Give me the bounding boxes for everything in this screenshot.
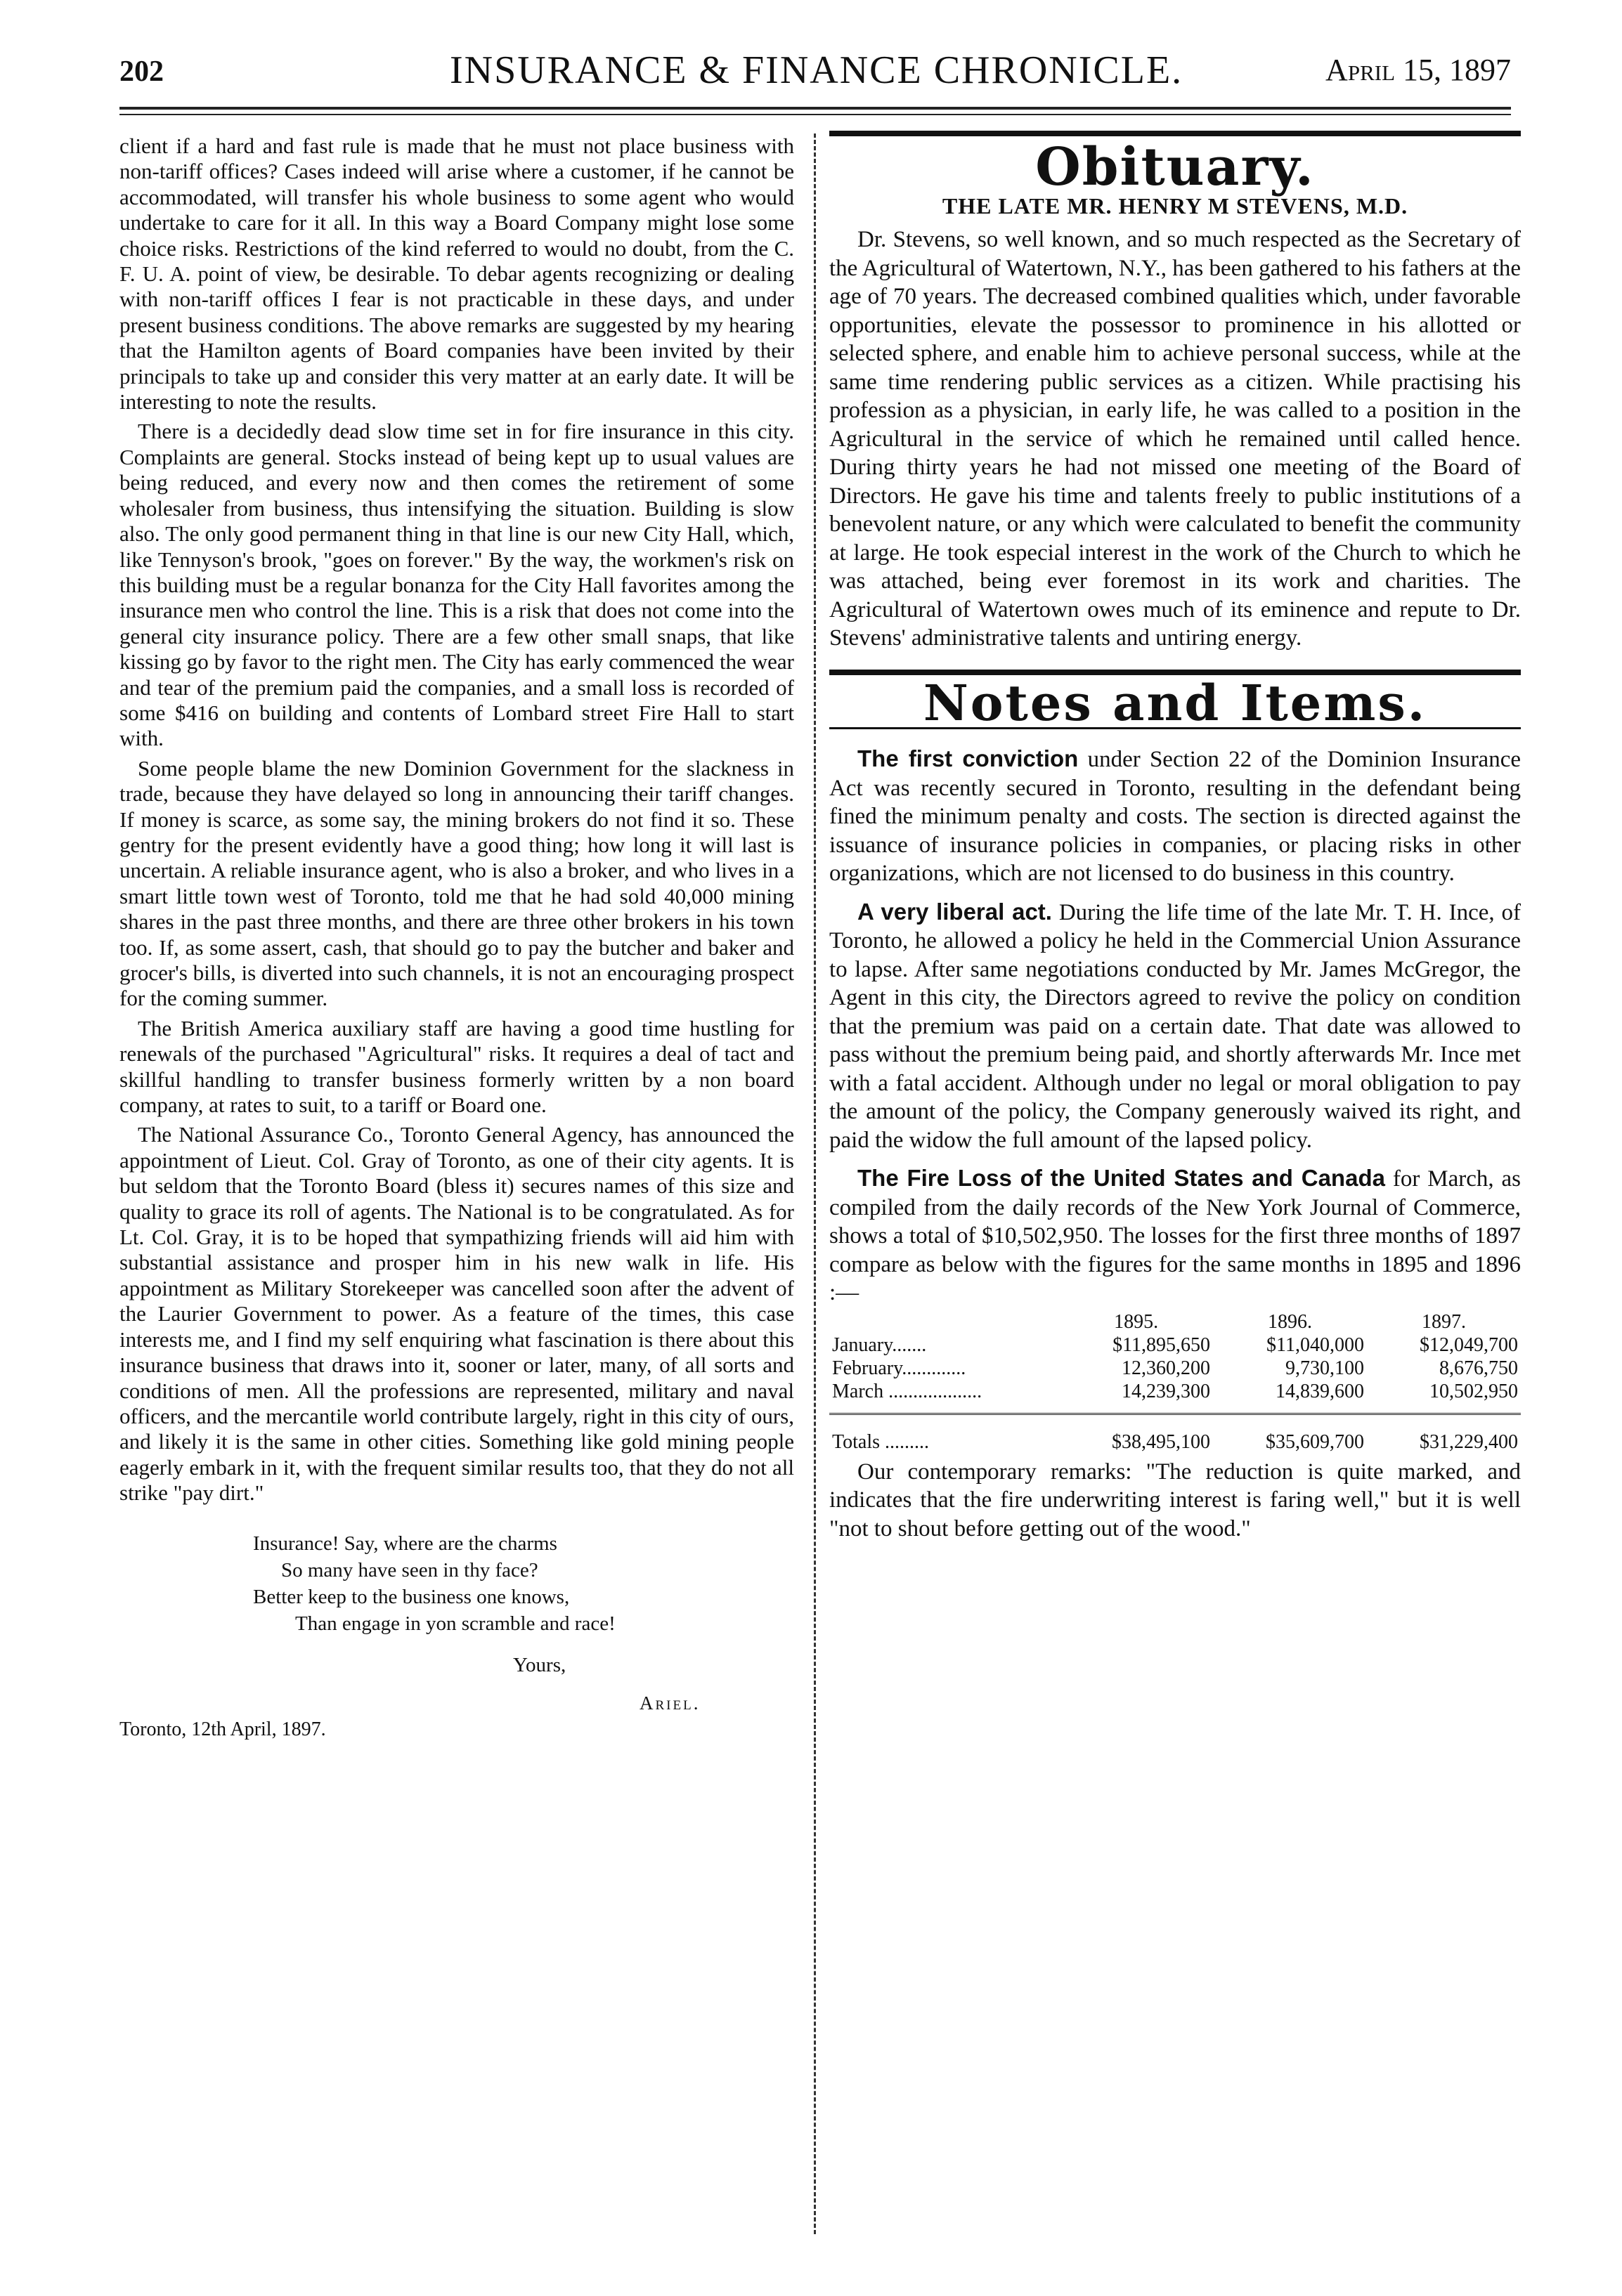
note-body: for March, as compiled from the daily records of the New York Journal of Commerce, shows a total of $10,502,950. The losses for the first three months of 1897 compare as below with the figures for the same months in 1895 and 1896 :— <box>829 1166 1522 1305</box>
table-cell: $35,609,700 <box>1213 1414 1367 1454</box>
note-lead: The Fire Loss of the United States and Canada <box>857 1165 1385 1191</box>
table-cell: $11,040,000 <box>1266 1333 1365 1356</box>
table-totals-row <box>829 1414 1521 1454</box>
left-paragraph: Some people blame the new Dominion Government for the slackness in trade, because they have delayed so long in announcing their tariff changes. If money is scarce, as some say, the mining brokers do not find it so. These gentry for the present evidently have a good thing; how long it will last is uncertain. A reliable insurance agent, who is also a broker, and who lives in a smart little town west of Toronto, told me that he had sold 40,000 mining shares in the past three months, and there are three other brokers in his town too. If, as some assert, cash, that should go to pay the butcher and baker and grocer's bills, is diverted into such channels, it is not an encouraging prospect for the coming summer. <box>119 755 794 1011</box>
left-paragraph: The National Assurance Co., Toronto General Agency, has announced the appointment of Lieut. Col. Gray of Toronto, as one of their city agents. It is but seldom that the Toronto Board (bless it) secures names of this size and quality to grace its roll of agents. The National is to be congratulated. As for Lt. Col. Gray, it is to be hoped that sympathizing friends will aid him with substantial assistance and prosper him in his new walk in life. His appointment as Military Storekeeper was cancelled soon after the advent of the Laurier Government to power. As a feature of the times, this case interests me, and I find my self enquiring what fascination is there about this insurance business that draws into it, sooner or later, many, of all sorts and conditions of men. All the professions are represented, military and naval officers, and the mercantile world contribute largely, right in this city of ours, and likely it is the same in other cities. Something like gold mining people eagerly embark in it, with the frequent similar results too, that they do not all strike "pay dirt." <box>119 1122 794 1506</box>
fire-loss-closing: Our contemporary remarks: "The reduction is quite marked, and indicates that the fire underwriting interest is faring well," but it is well "not to shout before getting out of the wood." <box>829 1459 1521 1541</box>
table-cell: $12,049,700 <box>1420 1333 1518 1356</box>
table-cell: 8,676,750 <box>1439 1357 1518 1379</box>
note-item <box>829 898 1521 1155</box>
table-cell-month: February............. <box>832 1357 966 1379</box>
table-cell: $11,895,650 <box>1112 1333 1211 1356</box>
left-column <box>119 133 794 1743</box>
page-header <box>119 48 1511 98</box>
left-paragraph: The British America auxiliary staff are having a good time hustling for renewals of the purchased "Agricultural" risks. It requires a deal of tact and skillful handling to transfer business formerly written by a non board company, at rates to suit, to a tariff or Board one. <box>119 1015 794 1118</box>
note-body: under Section 22 of the Dominion Insurance Act was recently secured in Toronto, resulting in the defendant being fined the minimum penalty and costs. The section is directed against the issuance of insurance policies in companies, or placing risks in other organizations, which are not licensed to do business in this country. <box>829 747 1521 886</box>
table-cell-month: January....... <box>832 1333 927 1356</box>
table-row <box>829 1333 1521 1357</box>
table-cell: 14,239,300 <box>1122 1380 1211 1402</box>
left-paragraph: client if a hard and fast rule is made that he must not place business with non-tariff offices? Cases indeed will arise where a customer, if he cannot be accommodated, will transfer his whole business to some agent who would undertake to care for it all. In this way a Board Company might lose some choice risks. Restrictions of the kind referred to would no doubt, from the C. F. U. A. point of view, be desirable. To debar agents recognizing or dealing with non-tariff offices I fear is not practicable in these days, and under present business conditions. The above remarks are suggested by my hearing that the Hamilton agents of Board companies have been invited by their principals to take up and consider this very matter at an early date. It will be interesting to note the results. <box>119 133 794 415</box>
table-cell: 10,502,950 <box>1429 1380 1518 1402</box>
table-cell-totals-label: Totals ......... <box>829 1414 1059 1454</box>
table-row <box>829 1357 1521 1380</box>
letter-signature: Ariel. <box>640 1692 701 1714</box>
obituary-subheading: THE LATE MR. HENRY M STEVENS, M.D. <box>942 193 1408 218</box>
table-cell: 12,360,200 <box>1122 1357 1211 1379</box>
table-cell: 9,730,100 <box>1285 1357 1365 1379</box>
verse-line: Insurance! Say, where are the charms <box>253 1532 557 1555</box>
notes-heading: Notes and Items. <box>923 673 1427 732</box>
table-header-cell <box>829 1310 1059 1333</box>
table-header-row <box>829 1310 1521 1333</box>
note-lead: The first conviction <box>857 745 1079 771</box>
table-cell: $38,495,100 <box>1059 1414 1213 1454</box>
note-item <box>829 745 1521 888</box>
obituary-heading: Obituary. <box>1035 137 1315 197</box>
table-spacer <box>829 1403 1521 1414</box>
table-cell: 14,839,600 <box>1276 1380 1365 1402</box>
table-row <box>829 1380 1521 1403</box>
verse-line: Better keep to the business one knows, <box>253 1585 570 1608</box>
table-header-cell: 1897. <box>1422 1310 1466 1333</box>
note-lead: A very liberal act. <box>857 898 1052 925</box>
letter-place-date: Toronto, 12th April, 1897. <box>119 1718 326 1741</box>
obituary-body: Dr. Stevens, so well known, and so much respected as the Secretary of the Agricultural of Watertown, N.Y., has been gathered to his fathers at the age of 70 years. The decreased combined qualities which, under favorable opportunities, elevate the possessor to prominence in his allotted or selected sphere, and enable him to achieve personal success, while at the same time rendering public services as a citizen. While practising his profession as a physician, in early life, he was called to a position in the Agricultural in the service of which he remained until called hence. During thirty years he had not missed one meeting of the Board of Directors. He gave his time and talents freely to public institutions of a benevolent nature, or any which were calculated to benefit the community at large. He took especial interest in the work of the Church to which he was attached, being ever foremost in its work and charities. The Agricultural of Watertown owes much of its eminence and repute to Dr. Stevens' administrative talents and untiring energy. <box>829 227 1522 651</box>
publication-title: INSURANCE & FINANCE CHRONICLE. <box>450 48 1183 92</box>
column-divider <box>814 133 816 2234</box>
verse-line: So many have seen in thy face? <box>281 1558 538 1581</box>
table-header-cell: 1896. <box>1268 1310 1313 1333</box>
note-body: During the life time of the late Mr. T. H. Ince, of Toronto, he allowed a policy he held in the Commercial Union Assurance to lapse. After same negotiations conducted by Mr. James McGregor, the Agent in this city, the Directors agreed to revive the policy on condition that the premium was paid on a certain date. That date was allowed to pass without the premium being paid, and shortly afterwards Mr. Ince met with a fatal accident. Although under no legal or moral obligation to pay the amount of the policy, the Company generously waived its right, and paid the widow the full amount of the lapsed policy. <box>829 899 1521 1153</box>
note-item <box>829 1164 1521 1307</box>
section-rule <box>829 131 1521 136</box>
table-header-cell: 1895. <box>1114 1310 1159 1333</box>
table-cell-month: March ................... <box>832 1380 982 1402</box>
verse <box>253 1530 794 1637</box>
letter-closing: Yours, <box>513 1653 566 1676</box>
left-paragraph: There is a decidedly dead slow time set in for fire insurance in this city. Complaints are general. Stocks instead of being kept up to usual values are being reduced, and every now and then comes the retirement of some wholesaler from business, thus intensifying the situation. Building is slow also. The only good permanent thing in that line is our new City Hall, which, like Tennyson's brook, "goes on forever." By the way, the workmen's risk on this building must be a regular bonanza for the City Hall favorites among the insurance men who control the line. This is a risk that does not come into the general city insurance policy. There are a few other small snaps, that like kissing go by favor to the right men. The City has early commenced the wear and tear of the premium paid the companies, and a small loss is recorded of some $416 on building and contents of Lombard street Fire Hall to start with. <box>119 419 794 751</box>
header-rule <box>119 107 1511 110</box>
right-column <box>829 131 1521 1553</box>
table-cell: $31,229,400 <box>1367 1414 1521 1454</box>
issue-date: April 15, 1897 <box>1325 53 1511 87</box>
verse-line: Than engage in yon scramble and race! <box>295 1612 616 1635</box>
header-rule-secondary <box>119 114 1511 115</box>
page-number: 202 <box>119 56 164 88</box>
fire-loss-table <box>829 1310 1521 1454</box>
